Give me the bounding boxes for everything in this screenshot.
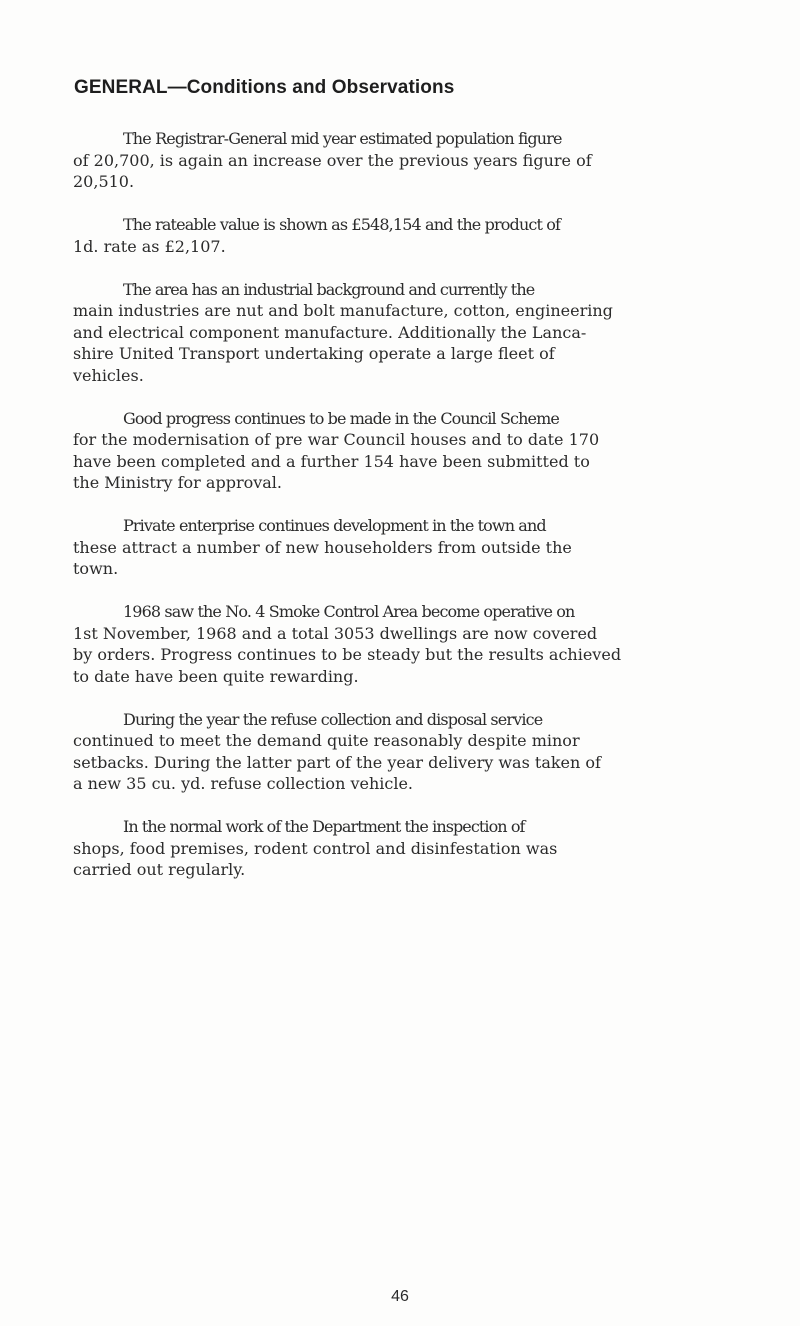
text-line: shops, food premises, rodent control and disinfestation was — [73, 838, 558, 858]
paragraph-industry — [73, 279, 743, 387]
text-line: vehicles. — [73, 365, 144, 385]
paragraph-population — [73, 128, 743, 193]
text-line: Private enterprise continues development in the town and — [123, 516, 546, 535]
text-line: town. — [73, 559, 119, 578]
text-line: these attract a number of new householders from outside the — [73, 537, 572, 557]
paragraph-smoke-control — [73, 601, 743, 687]
text-line: 1st November, 1968 and a total 3053 dwellings are now covered — [73, 623, 598, 643]
text-line: Good progress continues to be made in the Council Scheme — [123, 408, 559, 428]
text-line: a new 35 cu. yd. refuse collection vehicle. — [73, 774, 414, 793]
page-number: 46 — [391, 1288, 409, 1305]
text-line: of 20,700, is again an increase over the previous years figure of — [73, 150, 592, 170]
text-line: 1968 saw the No. 4 Smoke Control Area become operative on — [123, 602, 575, 621]
text-line: 20,510. — [73, 172, 135, 191]
text-line: have been completed and a further 154 have been submitted to — [73, 451, 590, 471]
text-line: During the year the refuse collection and disposal service — [123, 709, 543, 729]
text-line: shire United Transport undertaking operate a large fleet of — [73, 344, 555, 363]
paragraph-inspection — [73, 816, 743, 881]
text-line: The Registrar-General mid year estimated population figure — [123, 129, 562, 148]
text-line: the Ministry for approval. — [73, 473, 282, 492]
text-line: by orders. Progress continues to be steady but the results achieved — [73, 645, 622, 664]
text-line: The area has an industrial background and currently the — [123, 279, 535, 299]
paragraph-refuse-collection — [73, 709, 743, 795]
text-line: for the modernisation of pre war Council houses and to date 170 — [73, 430, 600, 449]
text-line: 1d. rate as £2,107. — [73, 236, 226, 256]
text-line: setbacks. During the latter part of the year delivery was taken of — [73, 752, 601, 772]
text-line: main industries are nut and bolt manufacture, cotton, engineering — [73, 301, 613, 320]
text-line: In the normal work of the Department the inspection of — [123, 817, 525, 836]
text-line: continued to meet the demand quite reasonably despite minor — [73, 731, 580, 750]
paragraph-rateable-value — [73, 214, 743, 257]
section-heading: GENERAL—Conditions and Observations — [74, 77, 455, 98]
text-line: carried out regularly. — [73, 860, 246, 879]
paragraph-private-enterprise — [73, 515, 743, 580]
text-line: The rateable value is shown as £548,154 and the product of — [123, 215, 561, 234]
text-line: and electrical component manufacture. Additionally the Lanca- — [73, 322, 587, 342]
paragraph-council-scheme — [73, 408, 743, 494]
body-text — [73, 128, 743, 902]
text-line: to date have been quite rewarding. — [73, 666, 359, 686]
